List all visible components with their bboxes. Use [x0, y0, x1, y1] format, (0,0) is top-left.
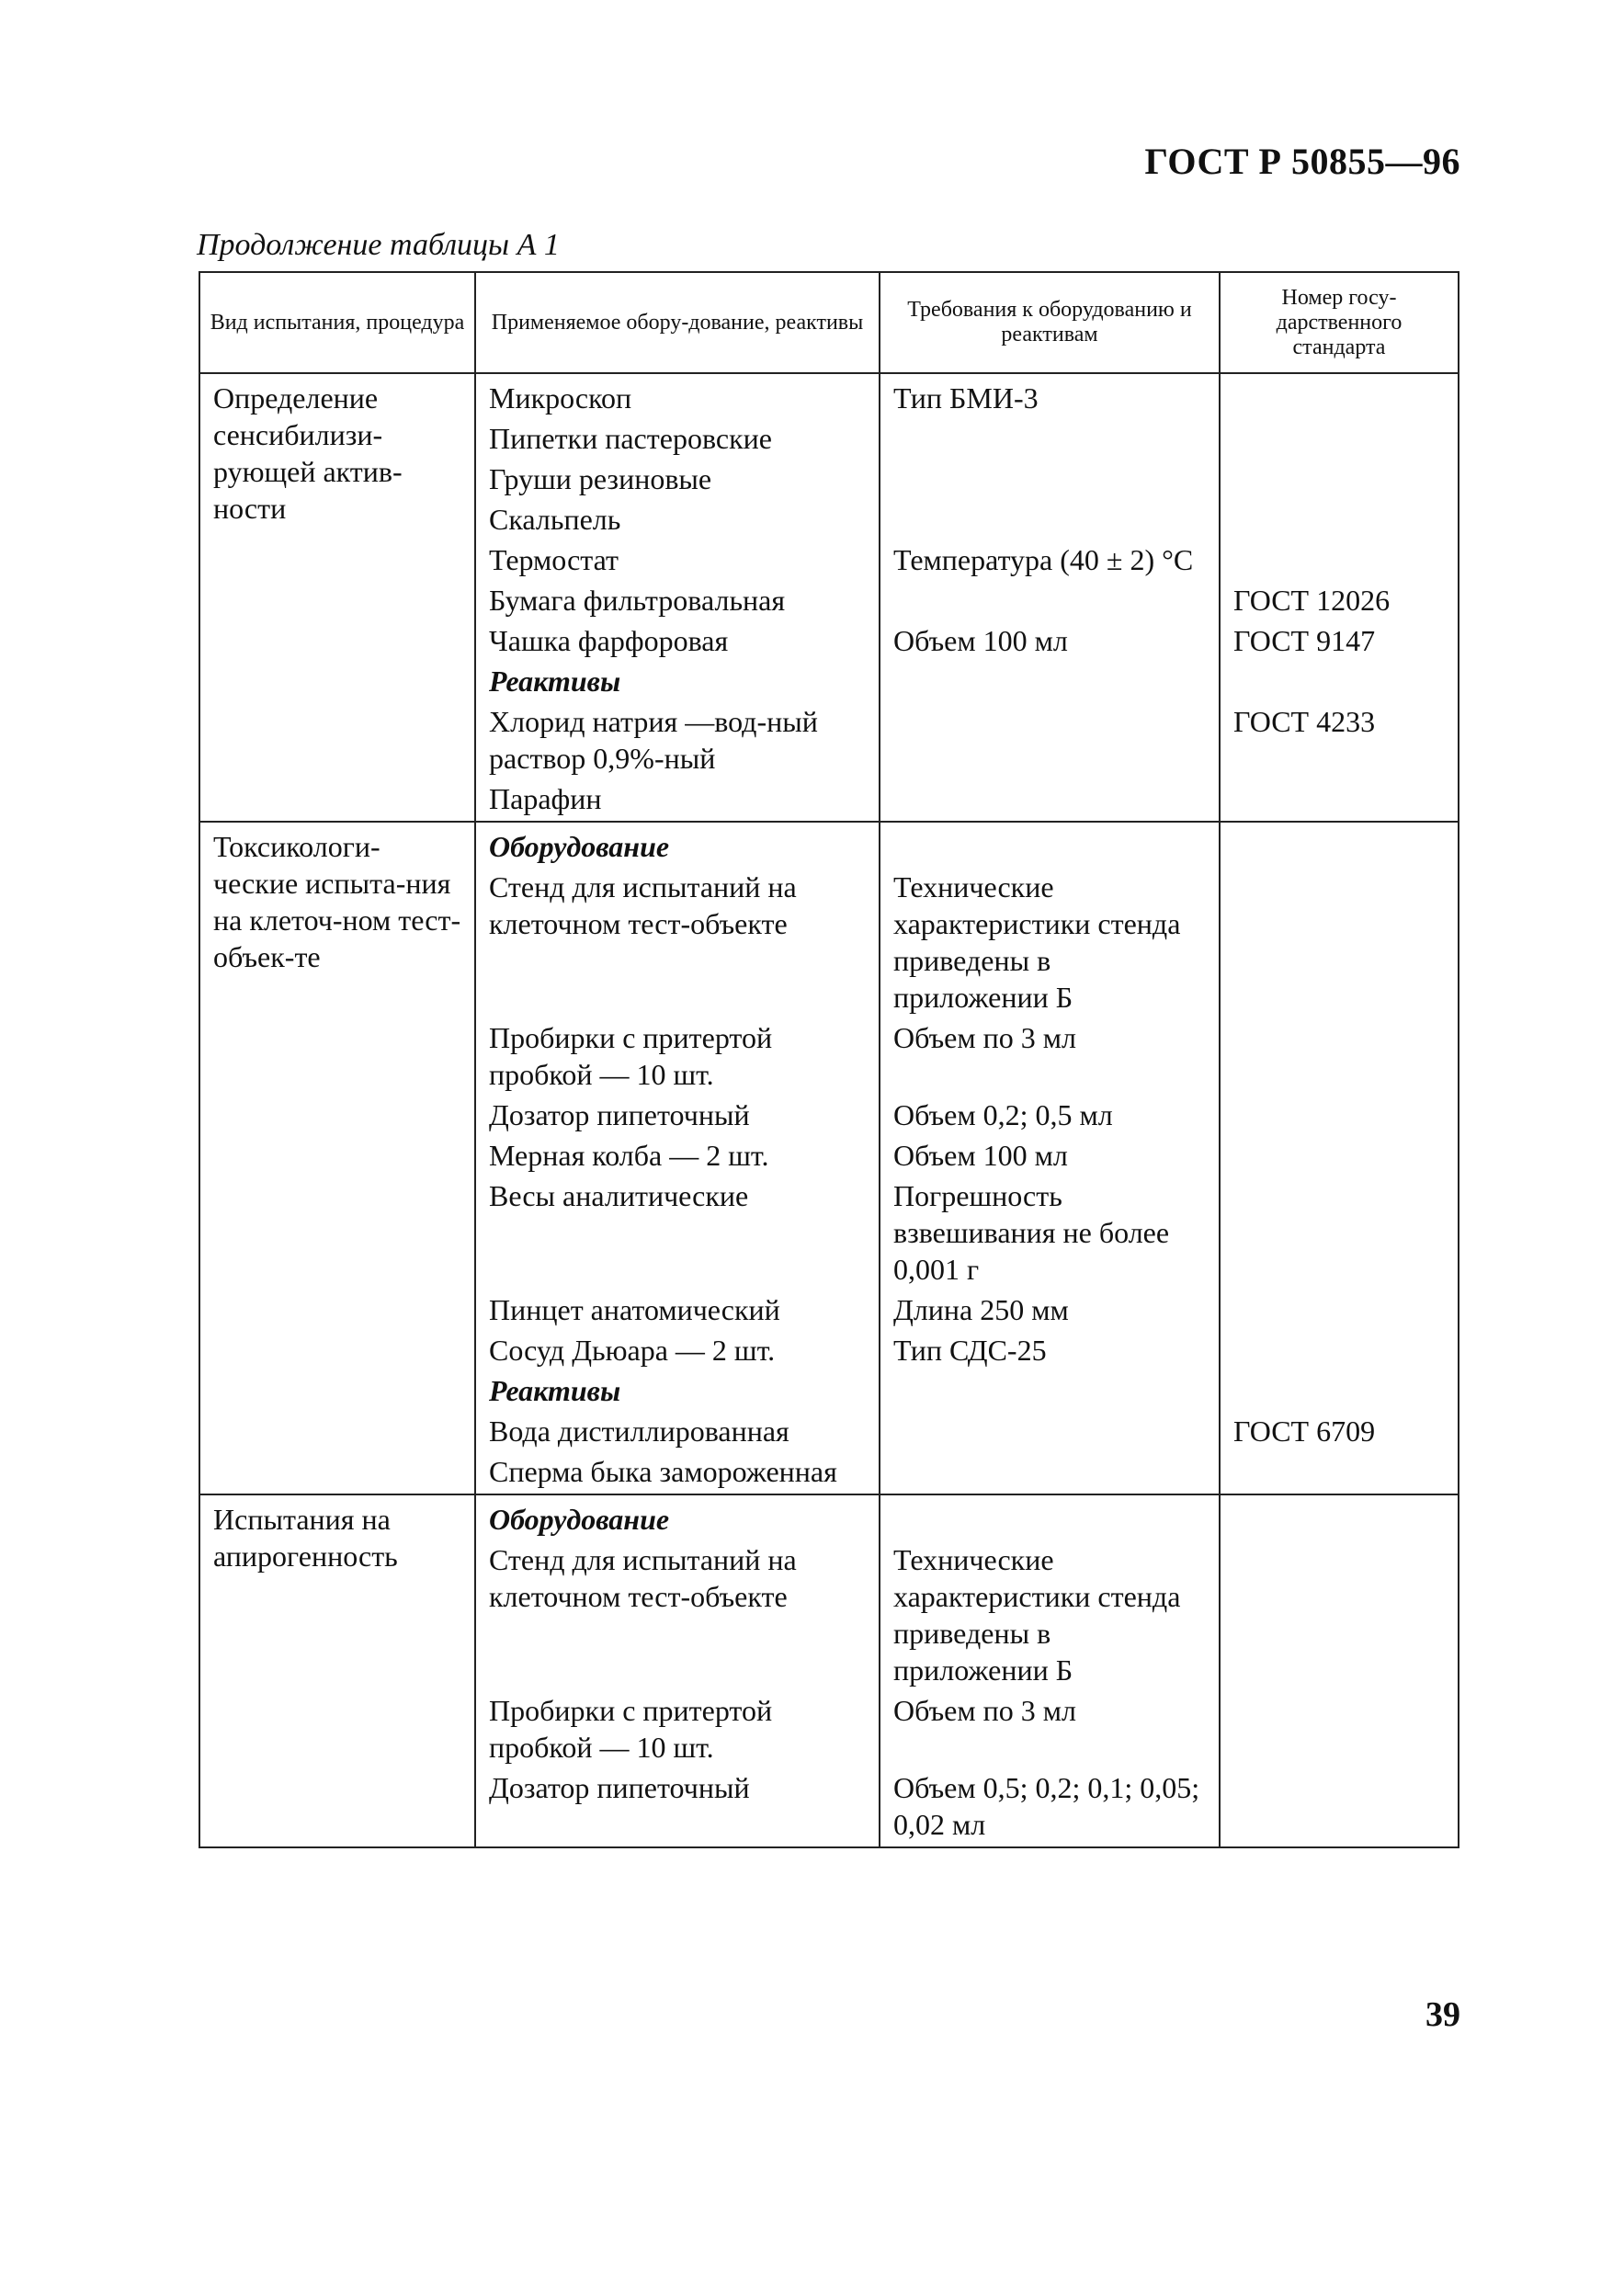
requirement-item: Объем по 3 мл — [893, 1021, 1076, 1054]
equipment-item: Мерная колба — 2 шт. — [489, 1139, 769, 1172]
equipment-item: Парафин — [489, 782, 602, 815]
standard-item — [1233, 1096, 1445, 1137]
requirement-item — [893, 1453, 1206, 1494]
requirement-item — [893, 1413, 1206, 1453]
test-procedure-cell — [199, 822, 475, 1494]
requirement-item — [893, 663, 1206, 703]
equipment-item: Термостат — [489, 543, 619, 576]
equipment-item: Сперма быка замороженная — [489, 1455, 837, 1488]
requirement-item — [893, 582, 1206, 622]
equipment-item: Микроскоп — [489, 381, 632, 415]
requirement-item — [893, 420, 1206, 460]
equipment-item: Хлорид натрия —вод-ный раствор 0,9%-ный — [489, 705, 818, 775]
requirement-item: Объем 100 мл — [893, 1139, 1068, 1172]
requirement-item: Тип СДС-25 — [893, 1334, 1047, 1367]
requirement-item: Технические характеристики стенда приведены в приложении Б — [893, 870, 1181, 1014]
standard-item — [1233, 780, 1445, 821]
requirement-item: Объем 0,5; 0,2; 0,1; 0,05; 0,02 мл — [893, 1771, 1200, 1841]
standard-item — [1233, 460, 1445, 501]
table-group-row — [199, 1494, 1459, 1847]
requirement-item: Технические характеристики стенда приведены в приложении Б — [893, 1543, 1181, 1687]
equipment-cell — [475, 822, 880, 1494]
section-label: Реактивы — [489, 665, 621, 698]
standard-item — [1233, 1291, 1445, 1332]
table-group-row — [199, 822, 1459, 1494]
standard-item — [1233, 663, 1445, 703]
requirement-item: Объем 0,2; 0,5 мл — [893, 1098, 1113, 1131]
equipment-cell — [475, 373, 880, 822]
standard-item — [1233, 1692, 1445, 1769]
requirement-item — [893, 828, 1206, 869]
equipment-item: Бумага фильтровальная — [489, 584, 786, 617]
column-header-equipment: Применяемое обору-дование, реактивы — [475, 272, 880, 373]
requirement-item: Погрешность взвешивания не более 0,001 г — [893, 1179, 1170, 1286]
standard-item — [1233, 1177, 1445, 1291]
standard-item — [1233, 1769, 1445, 1846]
page-number: 39 — [1425, 1995, 1460, 2034]
equipment-item: Груши резиновые — [489, 462, 712, 495]
standard-item — [1233, 420, 1445, 460]
column-header-test: Вид испытания, процедура — [199, 272, 475, 373]
equipment-cell — [475, 1494, 880, 1847]
standard-item — [1233, 1137, 1445, 1177]
equipment-item: Вода дистиллированная — [489, 1414, 789, 1448]
test-procedure-cell — [199, 373, 475, 822]
equipment-item: Пробирки с притертой пробкой — 10 шт. — [489, 1021, 773, 1091]
standard-item — [1233, 1541, 1445, 1692]
table-body — [199, 373, 1459, 1847]
requirement-item — [893, 501, 1206, 541]
table-caption: Продолжение таблицы А 1 — [197, 228, 560, 262]
requirements-cell — [880, 373, 1220, 822]
equipment-item: Дозатор пипеточный — [489, 1098, 750, 1131]
equipment-item: Дозатор пипеточный — [489, 1771, 750, 1804]
section-label: Реактивы — [489, 1374, 621, 1407]
equipment-item: Стенд для испытаний на клеточном тест-объекте — [489, 870, 797, 940]
requirements-cell — [880, 822, 1220, 1494]
test-procedure-cell — [199, 1494, 475, 1847]
equipment-item: Чашка фарфоровая — [489, 624, 729, 657]
requirements-cell — [880, 1494, 1220, 1847]
column-header-requirements: Требования к оборудованию и реактивам — [880, 272, 1220, 373]
requirement-item: Температура (40 ± 2) °С — [893, 543, 1194, 576]
standard-cell — [1220, 1494, 1459, 1847]
equipment-item: Пипетки пастеровские — [489, 422, 772, 455]
standard-item — [1233, 869, 1445, 1019]
table-header-row — [199, 272, 1459, 373]
test-procedure-text: Определение сенсибилизи-рующей актив-ности — [213, 381, 403, 525]
requirement-item — [893, 780, 1206, 821]
requirement-item: Длина 250 мм — [893, 1293, 1069, 1326]
document-code: ГОСТ Р 50855—96 — [1144, 141, 1460, 182]
standard-item — [1233, 1372, 1445, 1413]
standard-item — [1233, 1332, 1445, 1372]
column-header-standard: Номер госу-дарственного стандарта — [1220, 272, 1459, 373]
section-label: Оборудование — [489, 830, 670, 863]
standard-cell — [1220, 822, 1459, 1494]
requirement-item: Объем 100 мл — [893, 624, 1068, 657]
test-procedure-text: Токсикологи-ческие испыта-ния на клеточ-ном тест-объек-те — [213, 830, 461, 973]
standard-item — [1233, 1019, 1445, 1096]
requirement-item — [893, 703, 1206, 780]
equipment-item: Сосуд Дьюара — 2 шт. — [489, 1334, 776, 1367]
equipment-table — [199, 271, 1459, 1848]
standard-item — [1233, 828, 1445, 869]
equipment-item: Пробирки с притертой пробкой — 10 шт. — [489, 1694, 773, 1764]
equipment-item: Пинцет анатомический — [489, 1293, 780, 1326]
table-group-row — [199, 373, 1459, 822]
equipment-item: Стенд для испытаний на клеточном тест-объекте — [489, 1543, 797, 1613]
standard-item — [1233, 1501, 1445, 1541]
standard-item — [1233, 501, 1445, 541]
section-label: Оборудование — [489, 1503, 670, 1536]
equipment-item: Весы аналитические — [489, 1179, 749, 1212]
test-procedure-text: Испытания на апирогенность — [213, 1503, 398, 1573]
standard-item — [1233, 1453, 1445, 1494]
standard-item — [1233, 541, 1445, 582]
standard-item: ГОСТ 9147 — [1233, 624, 1376, 657]
standard-item: ГОСТ 12026 — [1233, 584, 1391, 617]
standard-cell — [1220, 373, 1459, 822]
requirement-item — [893, 1372, 1206, 1413]
requirement-item: Объем по 3 мл — [893, 1694, 1076, 1727]
equipment-item: Скальпель — [489, 503, 621, 536]
standard-item: ГОСТ 6709 — [1233, 1414, 1376, 1448]
standard-item — [1233, 380, 1445, 420]
requirement-item — [893, 460, 1206, 501]
standard-item: ГОСТ 4233 — [1233, 705, 1376, 738]
requirement-item: Тип БМИ-3 — [893, 381, 1039, 415]
requirement-item — [893, 1501, 1206, 1541]
